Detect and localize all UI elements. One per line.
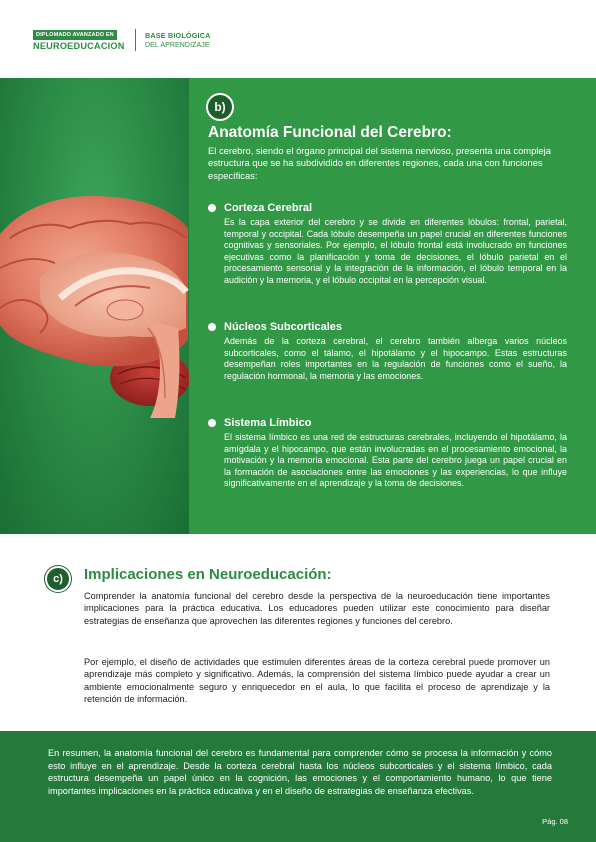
section-c-paragraph: Por ejemplo, el diseño de actividades que estimulen diferentes áreas de la corteza cerebral puede promover un aprendizaje más completo y significativo. Además, la comprensión del sistema límbico puede ayudar a crear un ambiente emocionalmente seguro y enriquecedor en el aula, lo que facilita el proceso de aprendizaje y la retención de información. (84, 657, 550, 705)
summary-footer (0, 731, 596, 842)
brain-illustration (0, 78, 189, 534)
item-text: El sistema límbico es una red de estructuras cerebrales, incluyendo el hipotálamo, la amígdala y el hipocampo, que están involucradas en el procesamiento emocional, la motivación y la memoria emocional. Esta parte del cerebro juega un papel crucial en la formación de asociaciones entre las emociones y las experiencias, lo que influye significativamente en el aprendizaje y la toma de decisiones. (224, 432, 567, 489)
list-item-limbico (224, 417, 567, 490)
item-text: Es la capa exterior del cerebro y se divide en diferentes lóbulos: frontal, parietal, temporal y occipital. Cada lóbulo desempeña un papel crucial en diferentes funciones cognitivas y sensoriales. Por ejemplo, el lóbulo frontal está involucrado en funciones ejecutivas como la planificación y toma de decisiones, el lóbulo parietal en el procesamiento sensorial y la integración de la información, el lóbulo temporal en la audición y la memoria, y el lóbulo occipital en la percepción visual. (224, 217, 567, 285)
page-header (0, 0, 596, 78)
section-b-intro: El cerebro, siendo el órgano principal del sistema nervioso, presenta una compleja estructura que se ha subdividido en diferentes regiones, cada una con funciones específicas: (208, 145, 551, 181)
section-c-marker: c) (45, 566, 71, 592)
program-name: NEUROEDUCACION (33, 41, 125, 51)
section-title: BASE BIOLÓGICA (145, 31, 211, 40)
bullet-icon (208, 204, 216, 212)
section-c-paragraph: Comprender la anatomía funcional del cerebro desde la perspectiva de la neuroeducación tiene importantes implicaciones para la práctica educativa. Los educadores pueden utilizar este conocimiento para diseñar estrategias de enseñanza que aprovechen las diferentes regiones y funciones del cerebro. (84, 591, 550, 626)
section-b-marker: b) (206, 93, 234, 121)
item-text: Además de la corteza cerebral, el cerebro también alberga varios núcleos subcorticales, como el tálamo, el hipotálamo y el hipocampo. Estas estructuras desempeñan roles importantes en la regulación de funciones como el sueño, la regulación hormonal, la memoria y las emociones. (224, 336, 567, 381)
section-subtitle: DEL APRENDIZAJE (145, 42, 210, 49)
page-number: Pág. 08 (542, 817, 568, 826)
summary-text: En resumen, la anatomía funcional del cerebro es fundamental para comprender cómo se procesa la información y cómo esto influye en el aprendizaje. Desde la corteza cerebral hasta los núcleos subcorticales y el sistema límbico, cada estructura desempeña un papel único en la cognición, las emociones y el comportamiento humano, lo que tiene importantes implicaciones en la práctica educativa y en el diseño de estrategias de enseñanza efectivas. (48, 748, 552, 796)
section-c-title: Implicaciones en Neuroeducación: (84, 566, 332, 583)
item-title: Corteza Cerebral (224, 202, 313, 214)
list-item-nucleos (224, 321, 567, 382)
brain-photo (0, 78, 189, 534)
section-b-title: Anatomía Funcional del Cerebro: (208, 124, 452, 141)
item-title: Sistema Límbico (224, 417, 312, 429)
bullet-icon (208, 419, 216, 427)
section-b-panel (189, 78, 596, 534)
program-badge: DIPLOMADO AVANZADO EN (33, 30, 117, 40)
header-divider (135, 29, 136, 51)
bullet-icon (208, 323, 216, 331)
list-item-corteza (224, 202, 567, 287)
item-title: Núcleos Subcorticales (224, 321, 342, 333)
